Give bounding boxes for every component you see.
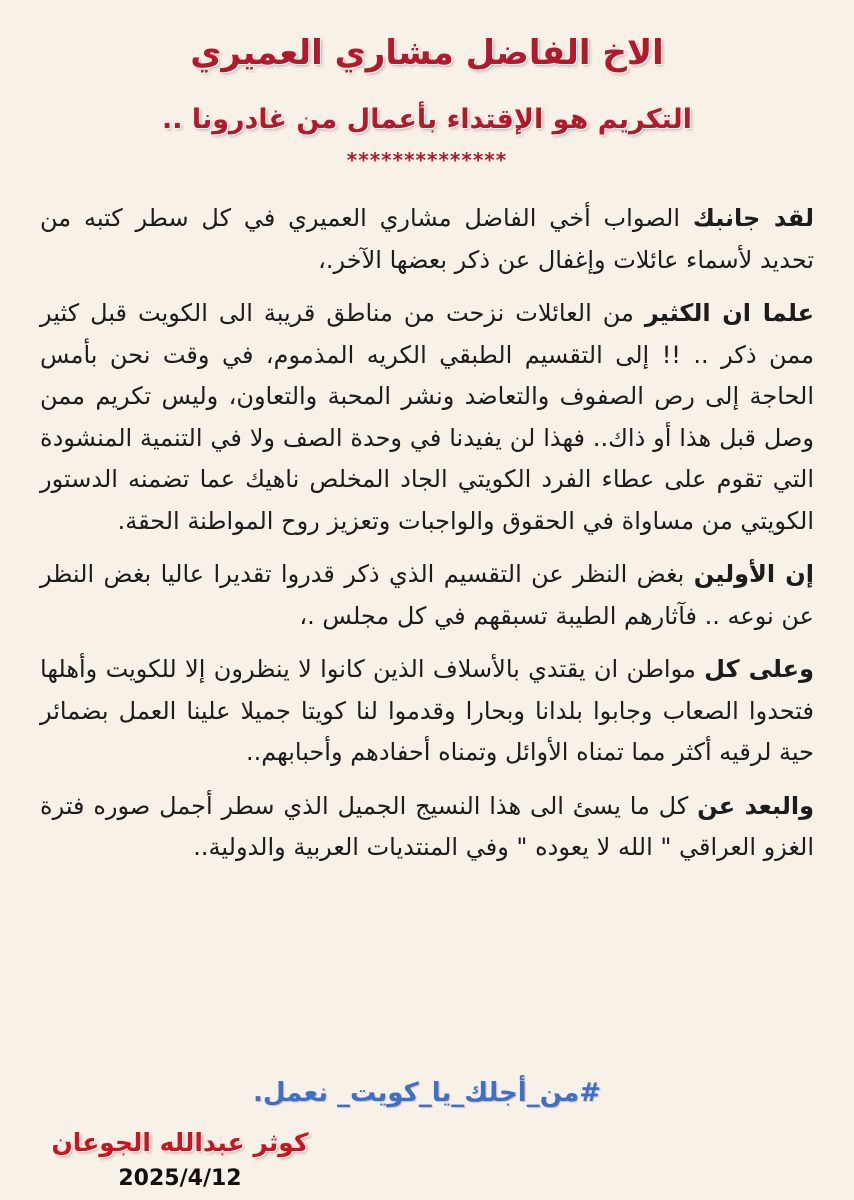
paragraph-5 (40, 786, 814, 869)
paragraph-text: الصواب أخي الفاضل مشاري العميري في كل سطر كتبه من تحديد لأسماء عائلات وإغفال عن ذكر بعضها الآخر.، (40, 204, 814, 274)
paragraph-3 (40, 554, 814, 637)
paragraph-text: بغض النظر عن التقسيم الذي ذكر قدروا تقديرا عاليا بغض النظر عن نوعه .. فآثارهم الطيبة تسبقهم في كل مجلس .، (40, 560, 814, 630)
hashtag: #من_أجلك_يا_كويت_ نعمل. (253, 1078, 601, 1108)
stars-divider: ************** (346, 148, 508, 172)
paragraph-lead: وعلى كل (704, 655, 814, 683)
paragraph-lead: إن الأولين (693, 560, 814, 588)
author-signature: كوثر عبدالله الجوعان (51, 1128, 309, 1157)
page-title: الاخ الفاضل مشاري العميري (190, 33, 664, 73)
paragraph-lead: علما ان الكثير (644, 299, 815, 327)
paragraph-text: كل ما يسئ الى هذا النسيج الجميل الذي سطر أجمل صوره فترة الغزو العراقي " الله لا يعوده " وفي المنتديات العربية والدولية.. (40, 791, 814, 861)
article-body (40, 198, 814, 881)
paragraph-lead: لقد جانبك (692, 204, 815, 232)
paragraph-1 (40, 198, 814, 281)
paragraph-text: مواطن ان يقتدي بالأسلاف الذين كانوا لا ينظرون إلا للكويت وأهلها فتحدوا الصعاب وجابوا بلدانا وبحارا وقدموا لنا كويتا جميلا علينا العمل بضمائر حية لرقيه أكثر مما تمناه الأوائل وتمناه أحفادهم وأحبابهم.. (40, 655, 814, 766)
paragraph-4 (40, 649, 814, 774)
page-subtitle: التكريم هو الإقتداء بأعمال من غادرونا .. (162, 104, 692, 135)
paragraph-2 (40, 293, 814, 542)
paragraph-lead: والبعد عن (697, 791, 814, 820)
paragraph-text: من العائلات نزحت من مناطق قريبة الى الكويت قبل كثير ممن ذكر .. !! إلى التقسيم الطبقي الكريه المذموم، في وقت نحن بأمس الحاجة إلى رص الصفوف والتعاضد ونشر المحبة والتعاون، وليس تكريم ممن وصل قبل هذا أو ذاك.. فهذا لن يفيدنا في وحدة الصف ولا في التنمية المنشودة التي تقوم على عطاء الفرد الكويتي الجاد المخلص ناهيك عما تضمنه الدستور الكويتي من مساواة في الحقوق والواجبات وتعزيز روح المواطنة الحقة. (40, 299, 814, 535)
signature-date: 2025/4/12 (118, 1166, 242, 1191)
